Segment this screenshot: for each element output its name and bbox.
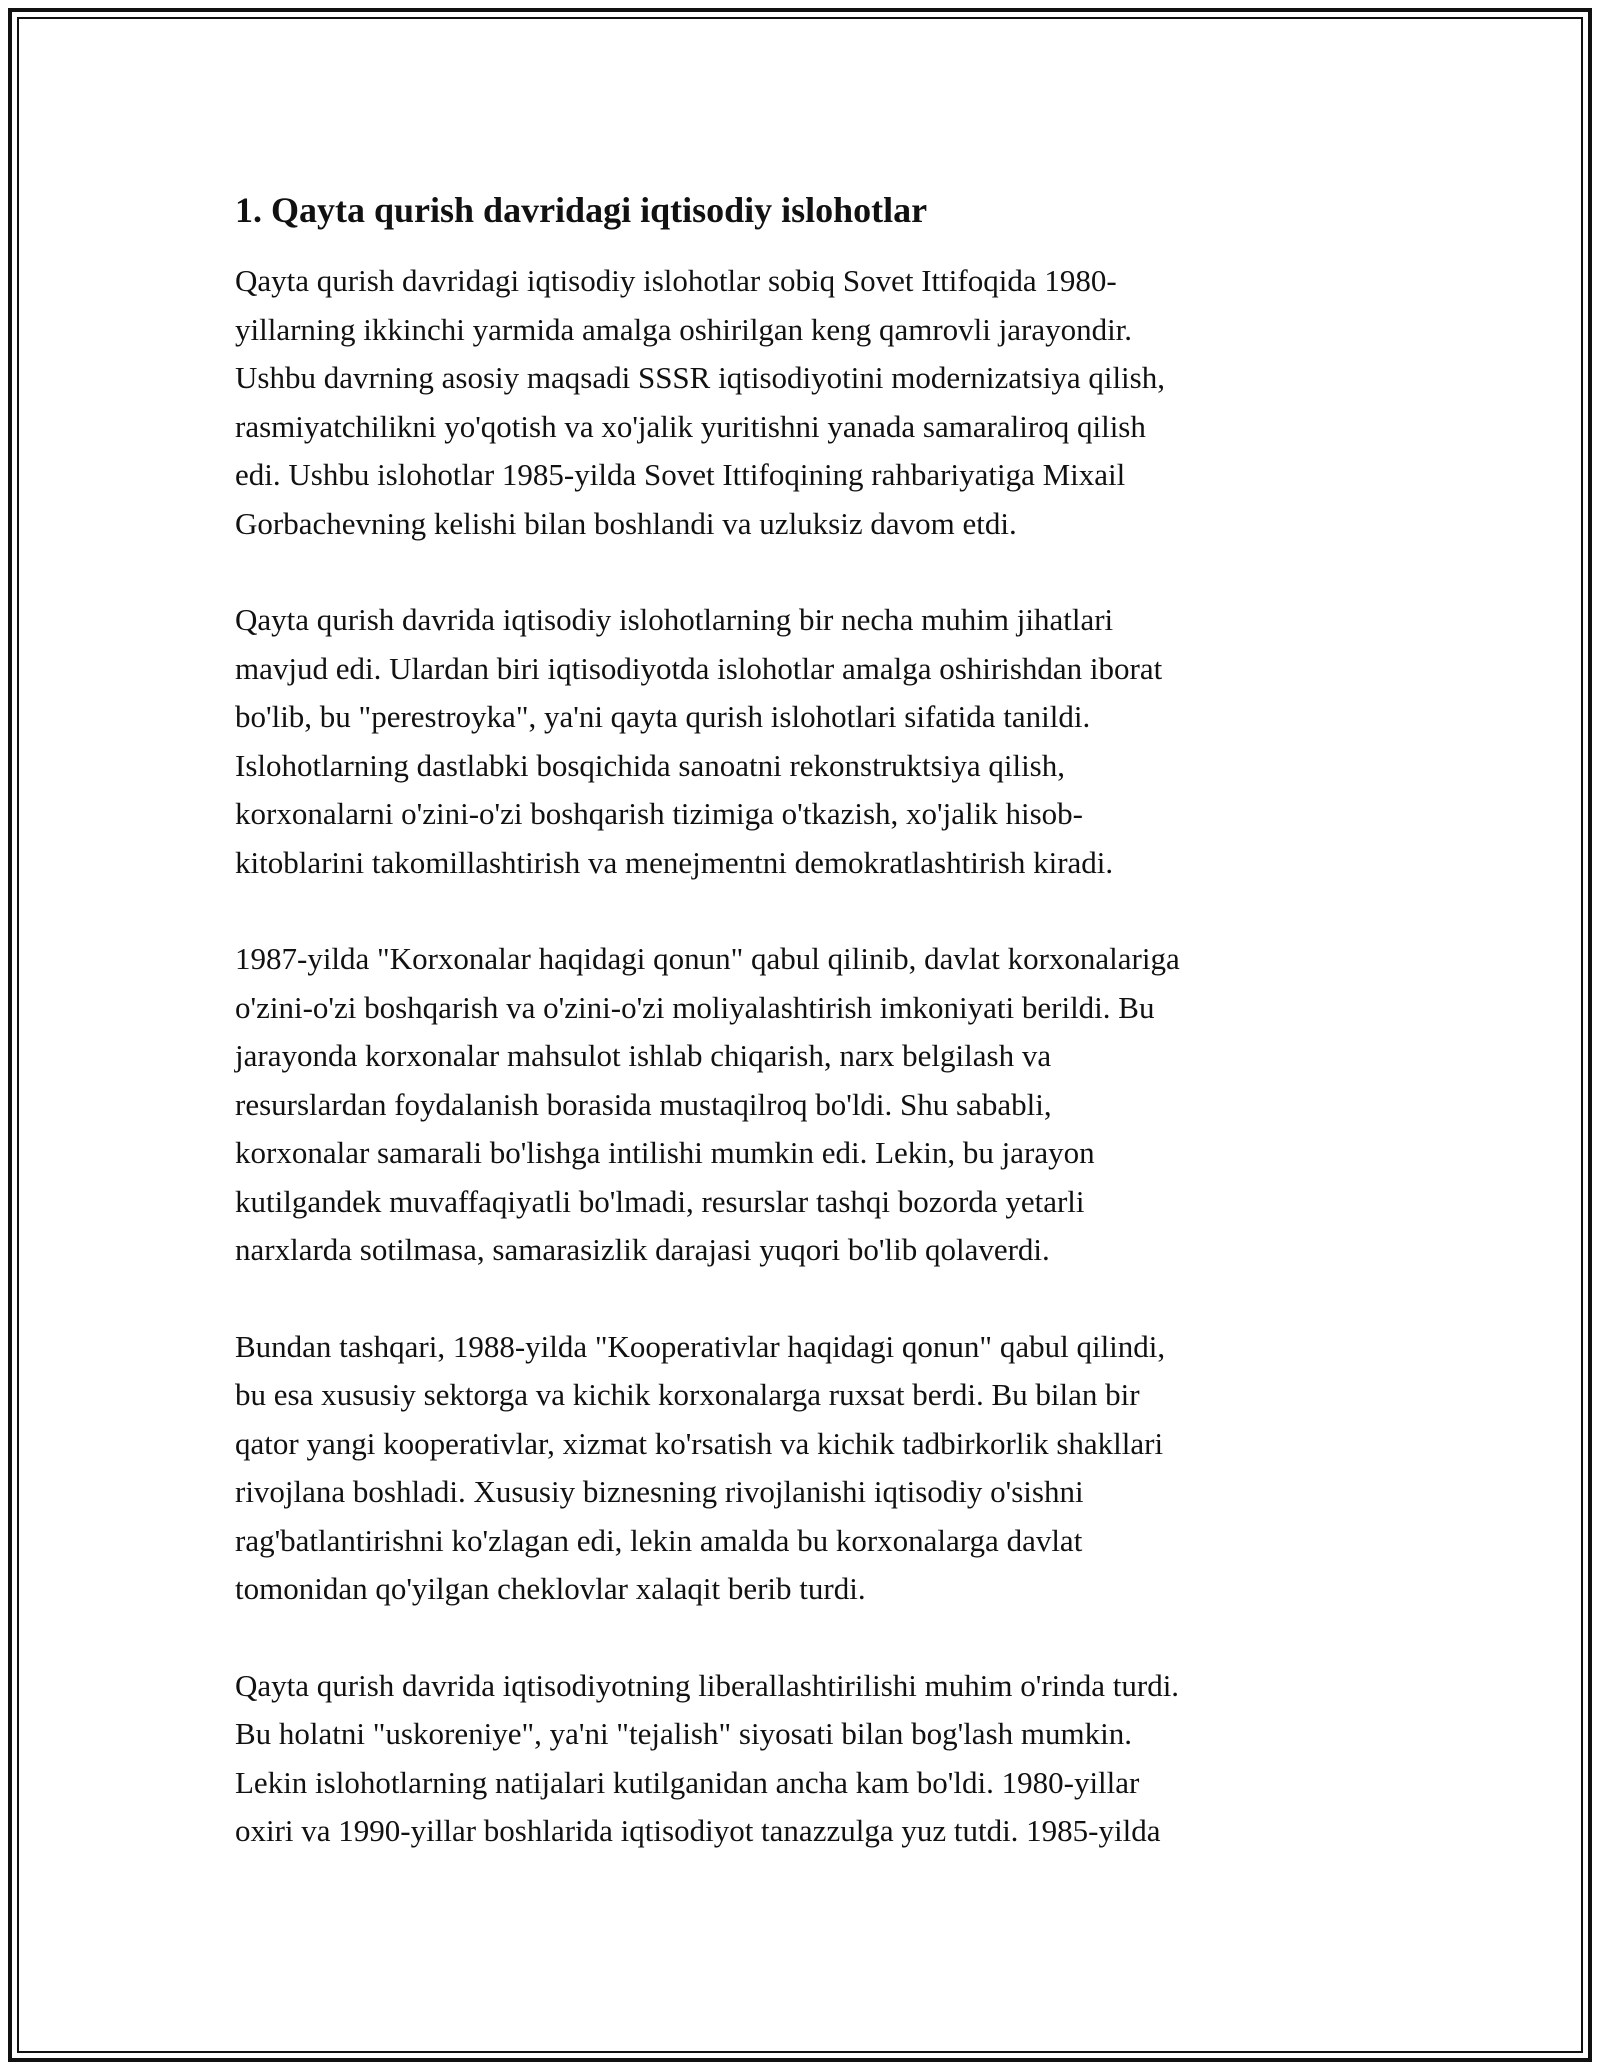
paragraph-5: Qayta qurish davrida iqtisodiyotning liberallashtirilishi muhim o'rinda turdi. Bu holatni "uskoreniye", ya'ni "tejalish" siyosati bilan bog'lash mumkin. Lekin islohotlarning natijalari kutilganidan ancha kam bo'ldi. 1980-yillar oxiri va 1990-yillar boshlarida iqtisodiyot tanazzulga yuz tutdi. 1985-yilda	[235, 1667, 1180, 1848]
document-body	[235, 187, 1365, 1856]
paragraph-1: Qayta qurish davridagi iqtisodiy islohotlar sobiq Sovet Ittifoqida 1980- yillarning ikkinchi yarmida amalga oshirilgan keng qamrovli jarayondir. Ushbu davrning asosiy maqsadi SSSR iqtisodiyotini modernizatsiya qilish, rasmiyatchilikni yo'qotish va xo'jalik yuritishni yanada samaraliroq qilish edi. Ushbu islohotlar 1985-yilda Sovet Ittifoqining rahbariyatiga Mixail Gorbachevning kelishi bilan boshlandi va uzluksiz davom etdi.	[235, 263, 1165, 541]
paragraph-4: Bundan tashqari, 1988-yilda "Kooperativlar haqidagi qonun" qabul qilindi, bu esa xususiy sektorga va kichik korxonalarga ruxsat berdi. Bu bilan bir qator yangi kooperativlar, xizmat ko'rsatish va kichik tadbirkorlik shakllari rivojlana boshladi. Xususiy biznesning rivojlanishi iqtisodiy o'sishni rag'batlantirishni ko'zlagan edi, lekin amalda bu korxonalarga davlat tomonidan qo'yilgan cheklovlar xalaqit berib turdi.	[235, 1328, 1166, 1606]
paragraph-3: 1987-yilda "Korxonalar haqidagi qonun" qabul qilinib, davlat korxonalariga o'zini-o'zi boshqarish va o'zini-o'zi moliyalashtirish imkoniyati berildi. Bu jarayonda korxonalar mahsulot ishlab chiqarish, narx belgilash va resurslardan foydalanish borasida mustaqilroq bo'ldi. Shu sababli, korxonalar samarali bo'lishga intilishi mumkin edi. Lekin, bu jarayon kutilgandek muvaffaqiyatli bo'lmadi, resurslar tashqi bozorda yetarli narxlarda sotilmasa, samarasizlik darajasi yuqori bo'lib qolaverdi.	[235, 941, 1180, 1267]
section-heading: 1. Qayta qurish davridagi iqtisodiy islohotlar	[235, 190, 928, 230]
paragraph-2: Qayta qurish davrida iqtisodiy islohotlarning bir necha muhim jihatlari mavjud edi. Ulardan biri iqtisodiyotda islohotlar amalga oshirishdan iborat bo'lib, bu "perestroyka", ya'ni qayta qurish islohotlari sifatida tanildi. Islohotlarning dastlabki bosqichida sanoatni rekonstruktsiya qilish, korxonalarni o'zini-o'zi boshqarish tizimiga o'tkazish, xo'jalik hisob- kitoblarini takomillashtirish va menejmentni demokratlashtirish kiradi.	[235, 602, 1163, 880]
